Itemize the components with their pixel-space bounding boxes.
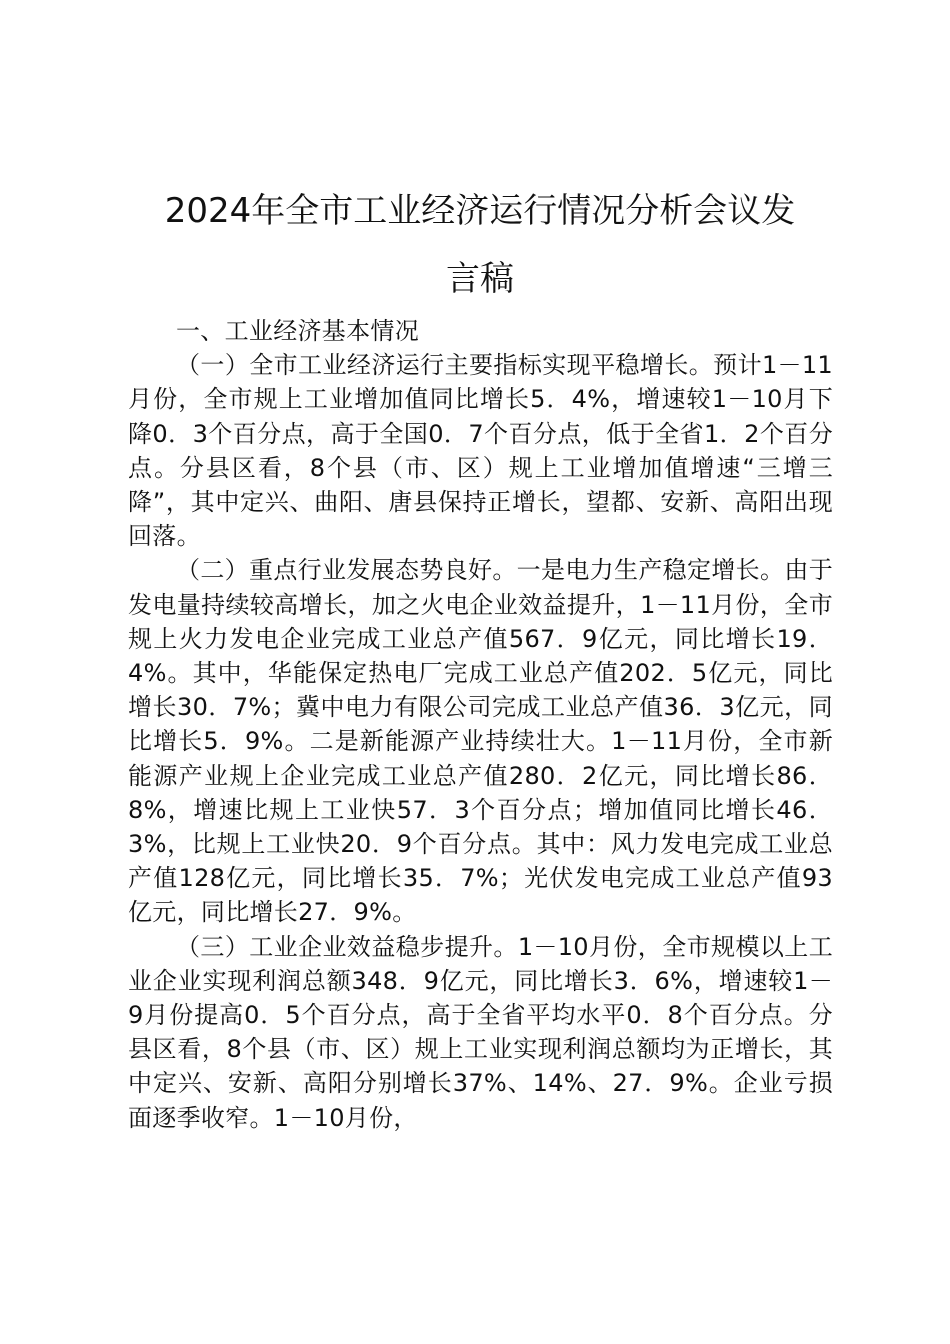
paragraph-3: （三）工业企业效益稳步提升。1－10月份，全市规模以上工业企业实现利润总额348．9亿元，同比增长3．6%，增速较1－9月份提高0．5个百分点，高于全省平均水平0．8个百分点。分县区看，8个县（市、区）规上工业实现利润总额均为正增长，其中定兴、安新、高阳分别增长37%、14%、27．9%。企业亏损面逐季收窄。1－10月份， xyxy=(128,932,833,1132)
document-body xyxy=(128,314,833,1135)
paragraph-2: （二）重点行业发展态势良好。一是电力生产稳定增长。由于发电量持续较高增长，加之火电企业效益提升，1－11月份，全市规上火力发电企业完成工业总产值567．9亿元，同比增长19．4%。其中，华能保定热电厂完成工业总产值202．5亿元，同比增长30．7%；冀中电力有限公司完成工业总产值36．3亿元，同比增长5．9%。二是新能源产业持续壮大。1－11月份，全市新能源产业规上企业完成工业总产值280．2亿元，同比增长86．8%，增速比规上工业快57．3个百分点；增加值同比增长46．3%，比规上工业快20．9个百分点。其中：风力发电完成工业总产值128亿元，同比增长35．7%；光伏发电完成工业总产值93亿元，同比增长27．9%。 xyxy=(128,556,833,927)
document-title-line-1: 2024年全市工业经济运行情况分析会议发 xyxy=(164,191,796,231)
paragraph-1: （一）全市工业经济运行主要指标实现平稳增长。预计1－11月份，全市规上工业增加值同比增长5．4%，增速较1－10月下降0．3个百分点，高于全国0．7个百分点，低于全省1．2个百分点。分县区看，8个县（市、区）规上工业增加值增速“三增三降”，其中定兴、曲阳、唐县保持正增长，望都、安新、高阳出现回落。 xyxy=(128,351,833,551)
section-heading: 一、工业经济基本情况 xyxy=(176,317,419,345)
document-title-line-2: 言稿 xyxy=(446,259,514,299)
